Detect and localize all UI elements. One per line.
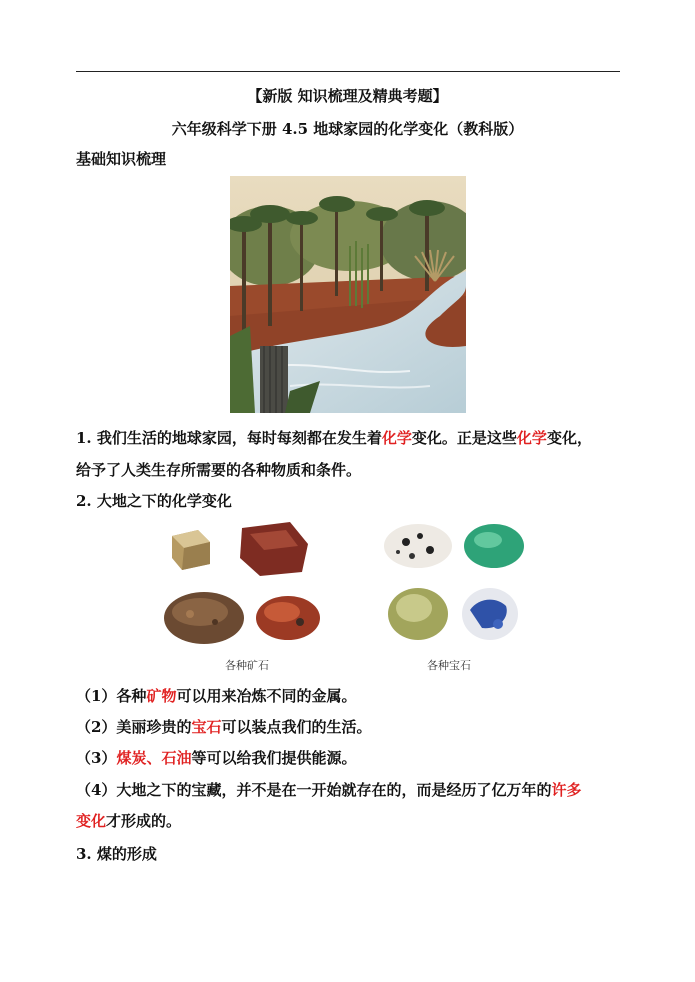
item-3-text-a: （3） (76, 749, 117, 767)
item-2-text-b: 可以装点我们的生活。 (221, 718, 372, 736)
item-4-text-b: 才形成的。 (106, 812, 182, 830)
item-2-text-a: （2）美丽珍贵的 (76, 718, 192, 736)
header-rule (76, 71, 620, 72)
item-4-highlight-1: 许多 (551, 781, 582, 799)
section-3-heading: 3. 煤的形成 (76, 845, 157, 863)
item-1 (76, 685, 356, 706)
minerals-image (160, 514, 340, 654)
minerals-caption: 各种矿石 (225, 659, 269, 672)
gemstones-image (378, 514, 528, 654)
section-heading: 基础知识梳理 (76, 150, 167, 168)
gemstones-caption: 各种宝石 (427, 659, 471, 672)
item-4-text-a: （4）大地之下的宝藏，并不是在一开始就存在的，而是经历了亿万年的 (76, 781, 552, 799)
section-2-heading: 2. 大地之下的化学变化 (76, 492, 232, 510)
item-3-separator: 、 (146, 749, 162, 767)
document-subtitle: 六年级科学下册 4.5 地球家园的化学变化（教科版） (171, 120, 524, 138)
item-1-text-a: （1）各种 (76, 687, 147, 705)
document-title: 【新版 知识梳理及精典考题】 (247, 87, 448, 105)
item-3-highlight-2: 石油 (161, 749, 192, 767)
item-3-text-b: 等可以给我们提供能源。 (191, 749, 357, 767)
item-4-line-1 (76, 779, 581, 800)
paragraph-1-line-2: 给予了人类生存所需要的各种物质和条件。 (76, 461, 362, 479)
item-2-highlight: 宝石 (191, 718, 222, 736)
p1-highlight-1: 化学 (381, 429, 412, 447)
item-2 (76, 716, 371, 737)
item-4-line-2 (76, 810, 181, 831)
paragraph-1-line-1 (76, 427, 592, 448)
p1-text-c: 变化， (546, 429, 592, 447)
item-3-highlight-1: 煤炭 (116, 749, 147, 767)
item-4-highlight-2: 变化 (76, 812, 107, 830)
p1-text-a: 1. 我们生活的地球家园，每时每刻都在发生着 (76, 429, 382, 447)
p1-highlight-2: 化学 (516, 429, 547, 447)
ancient-forest-illustration (230, 176, 466, 413)
item-3 (76, 747, 357, 768)
item-1-text-b: 可以用来冶炼不同的金属。 (176, 687, 357, 705)
item-1-highlight: 矿物 (146, 687, 177, 705)
p1-text-b: 变化。正是这些 (411, 429, 517, 447)
